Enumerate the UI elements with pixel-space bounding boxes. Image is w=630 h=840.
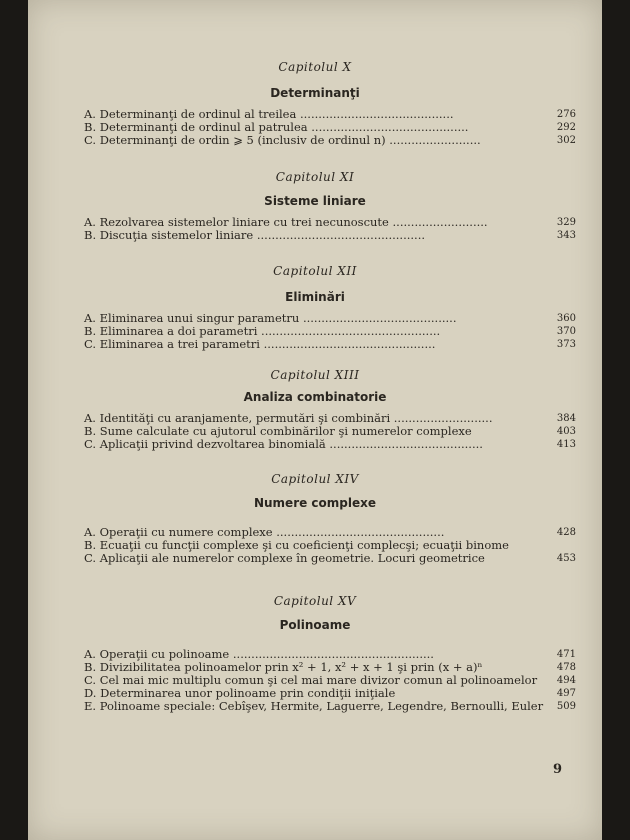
- entry-page: 471: [556, 649, 576, 660]
- entry-list: [28, 648, 602, 713]
- chapter-xv: [28, 592, 602, 713]
- entry-page: 329: [556, 217, 576, 228]
- entry-page: 343: [556, 230, 576, 241]
- entry-page: 302: [556, 135, 576, 146]
- entry-page: 509: [556, 701, 576, 712]
- entry-page: 384: [556, 413, 576, 424]
- entry-text: C. Cel mai mic multiplu comun şi cel mai mare divizor comun al polinoamelor: [84, 673, 538, 687]
- chapter-xii: [28, 262, 602, 351]
- entry-text: B. Ecuaţii cu funcţii complexe şi cu coeficienţi complecşi; ecuaţii binome: [84, 538, 509, 552]
- entry-page: 428: [556, 527, 576, 538]
- entry-text: A. Operaţii cu polinoame .......................................................: [84, 647, 434, 661]
- entry-page: 403: [556, 426, 576, 437]
- entry-text: B. Divizibilitatea polinoamelor prin x² + 1, x² + x + 1 şi prin (x + a)ⁿ: [84, 660, 483, 674]
- entry-page: 494: [556, 675, 576, 686]
- toc-entry[interactable]: [28, 229, 602, 242]
- entry-text: B. Eliminarea a doi parametri .................................................: [84, 324, 441, 338]
- entry-text: A. Determinanţi de ordinul al treilea ..........................................: [84, 107, 454, 121]
- chapter-label: Capitolul XIV: [271, 472, 359, 486]
- entry-list: [28, 312, 602, 351]
- entry-list: [28, 412, 602, 451]
- chapter-xiv: [28, 470, 602, 565]
- entry-text: C. Determinanţi de ordin ⩾ 5 (inclusiv de ordinul n) .........................: [84, 133, 481, 147]
- entry-page: 276: [556, 109, 576, 120]
- entry-list: [28, 108, 602, 147]
- toc-entry[interactable]: [28, 134, 602, 147]
- entry-text: E. Polinoame speciale: Cebîşev, Hermite, Laguerre, Legendre, Bernoulli, Euler: [84, 699, 544, 713]
- chapter-title: Eliminări: [285, 290, 345, 304]
- entry-text: B. Discuţia sistemelor liniare ..............................................: [84, 228, 426, 242]
- book-page: [28, 0, 602, 840]
- chapter-title: Numere complexe: [253, 496, 377, 510]
- chapter-label: Capitolul XI: [275, 170, 355, 184]
- entry-page: 497: [556, 688, 576, 699]
- entry-page: 413: [556, 439, 576, 450]
- entry-page: 292: [556, 122, 576, 133]
- entry-list: [28, 526, 602, 565]
- entry-text: A. Rezolvarea sistemelor liniare cu trei necunoscute ..........................: [84, 215, 488, 229]
- chapter-title: Polinoame: [279, 618, 351, 632]
- toc-entry[interactable]: [28, 338, 602, 351]
- chapter-label: Capitolul X: [278, 60, 352, 74]
- entry-list: [28, 216, 602, 242]
- entry-text: A. Eliminarea unui singur parametru ..........................................: [84, 311, 457, 325]
- entry-text: A. Identităţi cu aranjamente, permutări şi combinări ...........................: [84, 411, 493, 425]
- chapter-xi: [28, 168, 602, 242]
- chapter-label: Capitolul XIII: [270, 368, 360, 382]
- entry-text: A. Operaţii cu numere complexe ..............................................: [84, 525, 445, 539]
- entry-text: B. Determinanţi de ordinul al patrulea ...........................................: [84, 120, 469, 134]
- entry-text: C. Aplicaţii ale numerelor complexe în geometrie. Locuri geometrice: [84, 551, 485, 565]
- entry-page: 453: [556, 553, 576, 564]
- entry-text: C. Aplicaţii privind dezvoltarea binomială ..........................................: [84, 437, 483, 451]
- chapter-title: Sisteme liniare: [264, 194, 366, 208]
- toc-entry[interactable]: [28, 552, 602, 565]
- chapter-title: Determinanţi: [270, 86, 360, 100]
- entry-text: C. Eliminarea a trei parametri ...............................................: [84, 337, 436, 351]
- entry-text: B. Sume calculate cu ajutorul combinărilor şi numerelor complexe: [84, 424, 472, 438]
- chapter-label: Capitolul XV: [273, 594, 357, 608]
- entry-page: 478: [556, 662, 576, 673]
- chapter-label: Capitolul XII: [273, 264, 357, 278]
- toc-entry[interactable]: [28, 700, 602, 713]
- chapter-title: Analiza combinatorie: [243, 390, 387, 404]
- chapter-x: [28, 58, 602, 147]
- page-number: 9: [552, 762, 562, 777]
- entry-page: 360: [556, 313, 576, 324]
- toc-entry[interactable]: [28, 438, 602, 451]
- entry-text: D. Determinarea unor polinoame prin condiţii iniţiale: [84, 686, 396, 700]
- entry-page: 370: [556, 326, 576, 337]
- chapter-xiii: [28, 366, 602, 451]
- entry-page: 373: [556, 339, 576, 350]
